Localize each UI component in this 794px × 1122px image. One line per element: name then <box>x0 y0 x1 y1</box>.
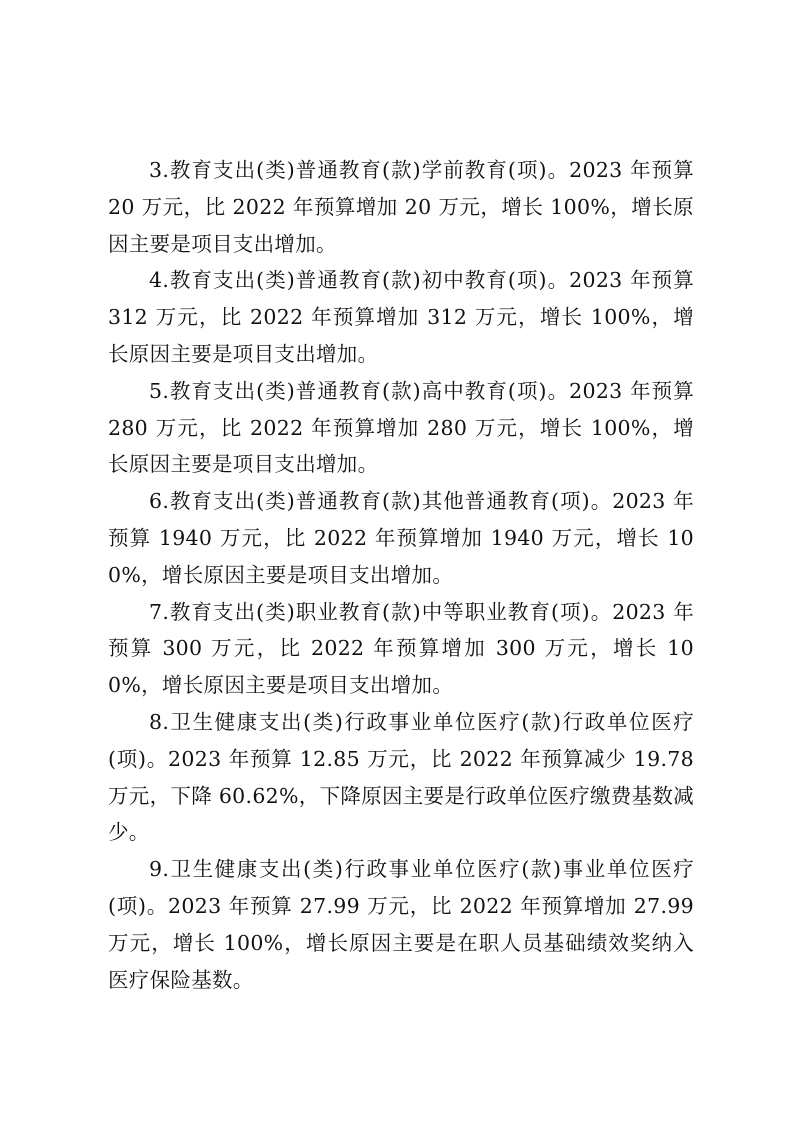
paragraph-item-3: 3.教育支出(类)普通教育(款)学前教育(项)。2023 年预算 20 万元，比 2022 年预算增加 20 万元，增长 100%，增长原因主要是项目支出增加。 <box>108 158 694 256</box>
paragraph-item-9: 9.卫生健康支出(类)行政事业单位医疗(款)事业单位医疗(项)。2023 年预算 27.99 万元，比 2022 年预算增加 27.99 万元，增长 100%，增长原因主要是在职人员基础绩效奖纳入医疗保险基数。 <box>108 857 694 992</box>
paragraph-item-6: 6.教育支出(类)普通教育(款)其他普通教育(项)。2023 年预算 1940 万元，比 2022 年预算增加 1940 万元，增长 100%，增长原因主要是项目支出增加。 <box>108 489 694 587</box>
paragraph-item-7: 7.教育支出(类)职业教育(款)中等职业教育(项)。2023 年预算 300 万元，比 2022 年预算增加 300 万元，增长 100%，增长原因主要是项目支出增加。 <box>108 599 694 698</box>
paragraph-item-5: 5.教育支出(类)普通教育(款)高中教育(项)。2023 年预算 280 万元，比 2022 年预算增加 280 万元，增长 100%，增长原因主要是项目支出增加。 <box>108 378 694 477</box>
paragraph-item-4: 4.教育支出(类)普通教育(款)初中教育(项)。2023 年预算 312 万元，比 2022 年预算增加 312 万元，增长 100%，增长原因主要是项目支出增加。 <box>108 268 694 366</box>
document-body <box>108 152 694 998</box>
paragraph-item-8: 8.卫生健康支出(类)行政事业单位医疗(款)行政单位医疗(项)。2023 年预算 12.85 万元，比 2022 年预算减少 19.78 万元，下降 60.62%，下降原因主要是行政单位医疗缴费基数减少。 <box>108 709 694 845</box>
